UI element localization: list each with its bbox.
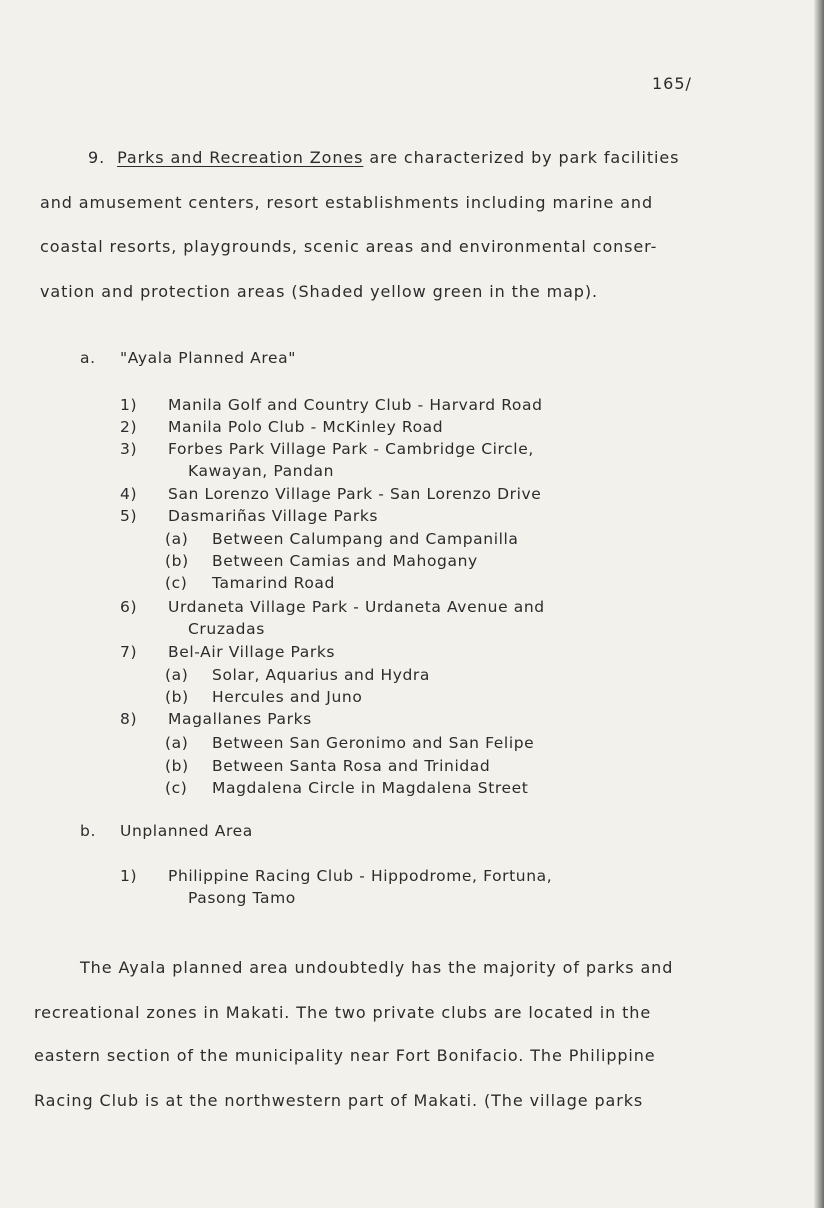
sub-b-marker: b. — [80, 822, 96, 840]
item-text: Dasmariñas Village Parks — [168, 507, 379, 525]
item-continuation: Pasong Tamo — [188, 889, 296, 907]
item-text: San Lorenzo Village Park - San Lorenzo Drive — [168, 485, 542, 503]
item-text: Manila Golf and Country Club - Harvard Road — [168, 396, 543, 414]
sub-b-title: Unplanned Area — [120, 822, 253, 840]
paragraph-line-3: Racing Club is at the northwestern part of Makati. (The village parks — [34, 1091, 644, 1110]
section-line-1: and amusement centers, resort establishments including marine and — [40, 193, 654, 212]
section-heading: Parks and Recreation Zones — [117, 148, 364, 167]
item-text: Manila Polo Club - McKinley Road — [168, 418, 444, 436]
page-number: 165/ — [652, 74, 692, 93]
subitem-marker: (a) — [165, 530, 189, 548]
item-text: Magallanes Parks — [168, 710, 312, 728]
subitem-marker: (c) — [165, 574, 188, 592]
item-number: 1) — [120, 396, 138, 414]
subitem-marker: (b) — [165, 552, 189, 570]
subitem-marker: (b) — [165, 688, 189, 706]
section-number: 9. — [88, 148, 106, 167]
item-number: 4) — [120, 485, 138, 503]
paragraph-line-1: recreational zones in Makati. The two private clubs are located in the — [34, 1003, 652, 1022]
item-number: 6) — [120, 598, 138, 616]
subitem-text: Hercules and Juno — [212, 688, 363, 706]
section-line-2: coastal resorts, playgrounds, scenic areas and environmental conser- — [40, 237, 658, 256]
subitem-text: Between Camias and Mahogany — [212, 552, 478, 570]
subitem-marker: (c) — [165, 779, 188, 797]
subitem-text: Tamarind Road — [212, 574, 335, 592]
section-line-3: vation and protection areas (Shaded yellow green in the map). — [40, 282, 598, 301]
page-edge-shadow — [814, 0, 824, 1208]
item-number: 2) — [120, 418, 138, 436]
subitem-text: Between San Geronimo and San Felipe — [212, 734, 535, 752]
item-continuation: Cruzadas — [188, 620, 265, 638]
paragraph-line-2: eastern section of the municipality near Fort Bonifacio. The Philippine — [34, 1046, 656, 1065]
item-number: 3) — [120, 440, 138, 458]
subitem-text: Solar, Aquarius and Hydra — [212, 666, 430, 684]
paragraph-line-0: The Ayala planned area undoubtedly has the majority of parks and — [80, 958, 674, 977]
subitem-text: Between Santa Rosa and Trinidad — [212, 757, 491, 775]
item-continuation: Kawayan, Pandan — [188, 462, 335, 480]
subitem-marker: (a) — [165, 734, 189, 752]
section-first-line — [88, 148, 679, 168]
subitem-text: Between Calumpang and Campanilla — [212, 530, 519, 548]
section-line-0: are characterized by park facilities — [369, 148, 680, 167]
item-text: Urdaneta Village Park - Urdaneta Avenue and — [168, 598, 545, 616]
subitem-marker: (a) — [165, 666, 189, 684]
subitem-text: Magdalena Circle in Magdalena Street — [212, 779, 529, 797]
item-text: Forbes Park Village Park - Cambridge Circle, — [168, 440, 534, 458]
sub-a-marker: a. — [80, 349, 96, 367]
item-text: Philippine Racing Club - Hippodrome, Fortuna, — [168, 867, 553, 885]
item-number: 7) — [120, 643, 138, 661]
subitem-marker: (b) — [165, 757, 189, 775]
item-number: 5) — [120, 507, 138, 525]
item-text: Bel-Air Village Parks — [168, 643, 336, 661]
item-number: 8) — [120, 710, 138, 728]
item-number: 1) — [120, 867, 138, 885]
sub-a-title: "Ayala Planned Area" — [120, 349, 296, 367]
